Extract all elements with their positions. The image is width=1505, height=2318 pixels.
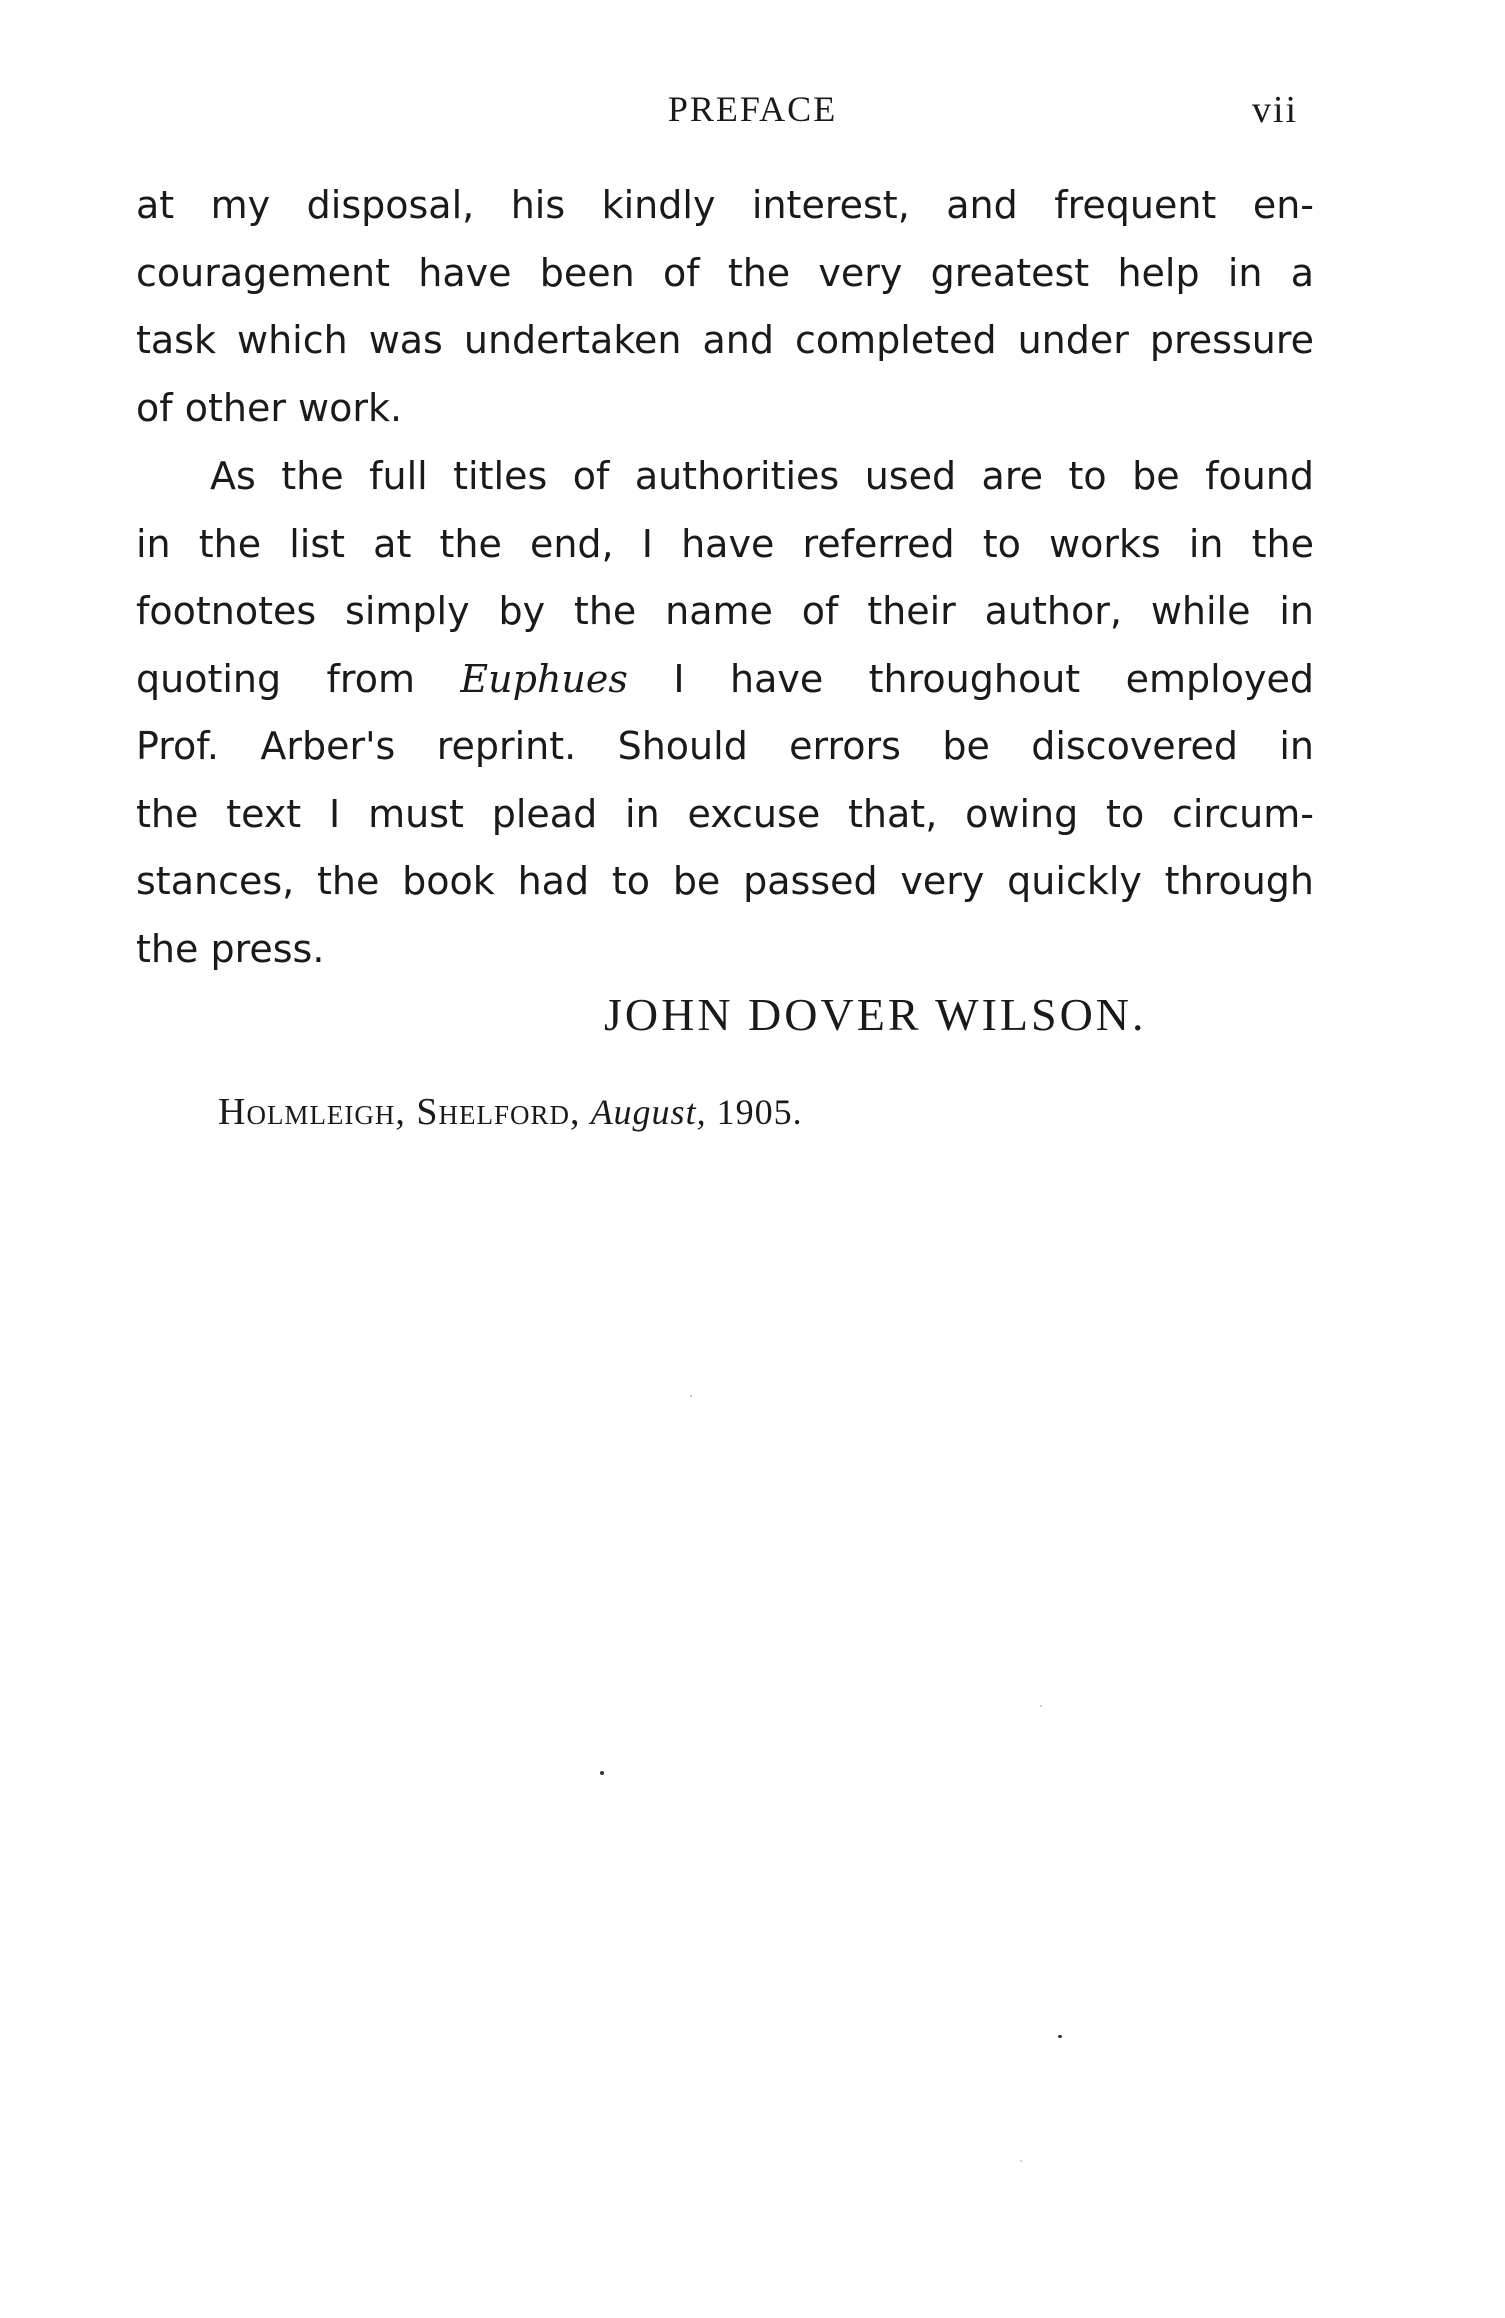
scan-speck [1058,2035,1062,2038]
text-line: Prof. Arber's reprint. Should errors be discovered in [136,724,1314,768]
text-line: the text I must plead in excuse that, owing to circum- [136,791,1314,836]
scan-speck [1040,1705,1042,1707]
text-line: stances, the book had to be passed very quickly through [136,859,1314,903]
scan-speck [1020,2160,1022,2162]
text-line: couragement have been of the very greatest help in a [136,250,1314,295]
text-line: task which was undertaken and completed under pressure [136,318,1314,362]
scan-speck [690,1395,692,1397]
text-line: the press. [136,926,325,971]
page-number: vii [1252,89,1299,131]
dateline [218,1090,803,1134]
running-header-title: PREFACE [667,89,838,129]
text-line: at my disposal, his kindly interest, and frequent en- [136,183,1314,227]
text-line: in the list at the end, I have referred to works in the [136,521,1314,566]
dateline-month: August, [590,1092,707,1132]
dateline-place: Holmleigh, Shelford, [218,1091,581,1133]
author-signature: JOHN DOVER WILSON. [604,989,1147,1040]
scan-speck [600,1771,604,1775]
text-fragment: I have throughout employed [673,656,1314,701]
paragraph-2 [136,443,1314,983]
text-line: footnotes simply by the name of their author, while in [136,589,1314,633]
dateline-year: 1905. [716,1092,803,1132]
paragraph-1 [136,172,1314,442]
book-title-euphues: Euphues [460,656,628,701]
text-line: of other work. [136,385,403,430]
text-line-with-title [136,646,1314,714]
text-line: As the full titles of authorities used are to be found [210,454,1314,498]
text-fragment: quoting from [136,656,415,701]
